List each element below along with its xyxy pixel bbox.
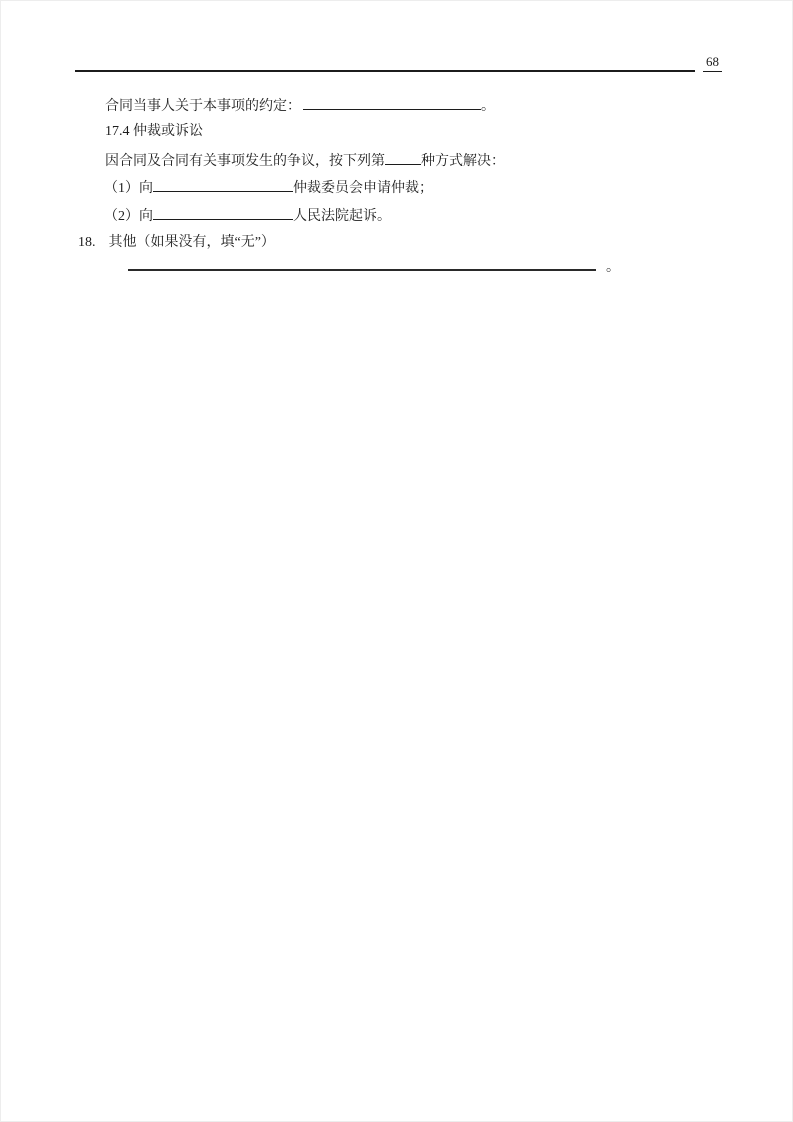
- agreement-label: 合同当事人关于本事项的约定：: [105, 99, 301, 114]
- dispute-method-blank: [385, 151, 421, 165]
- arbitration-item: [104, 178, 433, 197]
- court-name-blank: [153, 206, 293, 220]
- other-clause-text: 其他（如果没有，填“无”）: [108, 235, 275, 250]
- fill-line-period: 。: [606, 260, 620, 275]
- arbitration-suffix: 仲裁委员会申请仲裁；: [293, 181, 433, 196]
- agreement-blank: [303, 96, 481, 110]
- litigation-suffix: 人民法院起诉。: [293, 209, 391, 224]
- arbitration-commission-blank: [153, 178, 293, 192]
- litigation-item: [104, 206, 391, 225]
- other-clause-number: 18.: [78, 235, 96, 250]
- litigation-prefix: （2）向: [104, 209, 153, 224]
- header-rule: [75, 70, 695, 72]
- other-clause-line: [78, 234, 275, 251]
- other-clause-fill-line: [128, 254, 620, 276]
- page-number: 68: [703, 54, 722, 72]
- other-clause-blank: [128, 254, 596, 271]
- arbitration-prefix: （1）向: [104, 181, 153, 196]
- agreement-period: 。: [481, 99, 495, 114]
- section-heading-17-4: 17.4 仲裁或诉讼: [105, 124, 203, 139]
- agreement-line: [105, 96, 495, 115]
- dispute-resolution-line: [105, 151, 505, 170]
- dispute-prefix: 因合同及合同有关事项发生的争议，按下列第: [105, 154, 385, 169]
- dispute-suffix: 种方式解决：: [421, 154, 505, 169]
